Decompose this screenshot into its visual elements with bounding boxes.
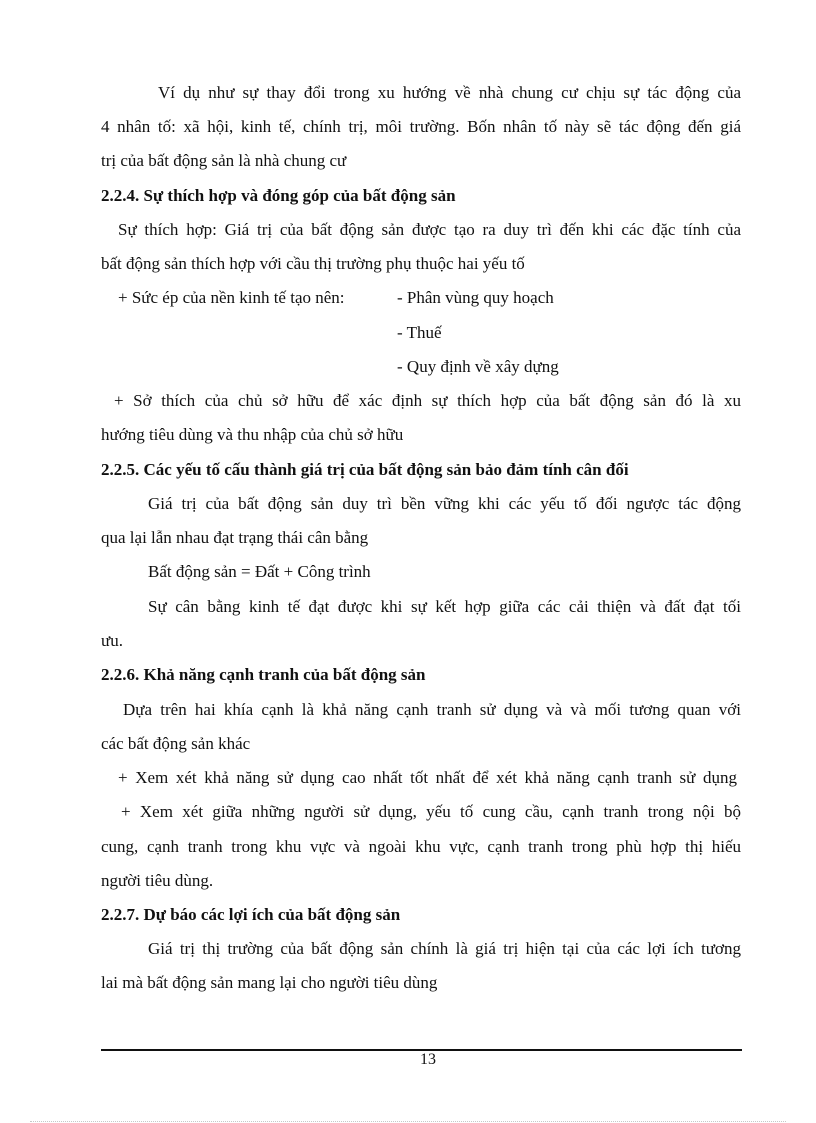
page-bottom-divider [30,1121,786,1122]
paragraph-line: hướng tiêu dùng và thu nhập của chủ sở hữu [101,425,404,444]
paragraph-line: ưu. [101,631,123,650]
paragraph-line: người tiêu dùng. [101,871,214,890]
section-heading-2-2-5: 2.2.5. Các yếu tố cấu thành giá trị của bất động sản bảo đảm tính cân đối [101,460,629,479]
paragraph-line: Sự thích hợp: Giá trị của bất động sản được tạo ra duy trì đến khi các đặc tính của [118,220,741,239]
section-heading-2-2-6: 2.2.6. Khả năng cạnh tranh của bất động sản [101,665,426,684]
paragraph-line: Dựa trên hai khía cạnh là khả năng cạnh tranh sử dụng và và mối tương quan với [123,700,741,719]
list-item: + Sức ép của nền kinh tế tạo nên: [118,288,345,307]
paragraph-line: Ví dụ như sự thay đổi trong xu hướng về nhà chung cư chịu sự tác động của [158,83,741,102]
paragraph-line: 4 nhân tố: xã hội, kinh tế, chính trị, môi trường. Bốn nhân tố này sẽ tác động đến giá [101,117,741,136]
paragraph-line: Sự cân bằng kinh tế đạt được khi sự kết hợp giữa các cải thiện và đất đạt tối [148,597,741,616]
list-subitem: - Quy định về xây dựng [397,357,559,376]
paragraph-line: Giá trị của bất động sản duy trì bền vững khi các yếu tố đối ngược tác động [148,494,741,513]
paragraph-line: qua lại lẫn nhau đạt trạng thái cân bằng [101,528,369,547]
list-subitem: - Phân vùng quy hoạch [397,288,554,307]
paragraph-line: + Sở thích của chủ sở hữu để xác định sự thích hợp của bất động sản đó là xu [114,391,741,410]
section-heading-2-2-4: 2.2.4. Sự thích hợp và đóng góp của bất động sản [101,186,456,205]
paragraph-line: bất động sản thích hợp với cầu thị trường phụ thuộc hai yếu tố [101,254,525,273]
paragraph-line: lai mà bất động sản mang lại cho người tiêu dùng [101,973,438,992]
paragraph-line: trị của bất động sản là nhà chung cư [101,151,347,170]
list-subitem: - Thuế [397,323,442,342]
paragraph-line: cung, cạnh tranh trong khu vực và ngoài khu vực, cạnh tranh trong phù hợp thị hiếu [101,837,741,856]
paragraph-line: Giá trị thị trường của bất động sản chính là giá trị hiện tại của các lợi ích tương [148,939,741,958]
section-heading-2-2-7: 2.2.7. Dự báo các lợi ích của bất động sản [101,905,401,924]
paragraph-line: + Xem xét giữa những người sử dụng, yếu tố cung cầu, cạnh tranh trong nội bộ [121,802,741,821]
list-item: + Xem xét khả năng sử dụng cao nhất tốt nhất để xét khả năng cạnh tranh sử dụng [118,768,737,787]
paragraph-line: các bất động sản khác [101,734,251,753]
formula-line: Bất động sản = Đất + Công trình [148,562,371,581]
page-number: 13 [420,1051,436,1068]
